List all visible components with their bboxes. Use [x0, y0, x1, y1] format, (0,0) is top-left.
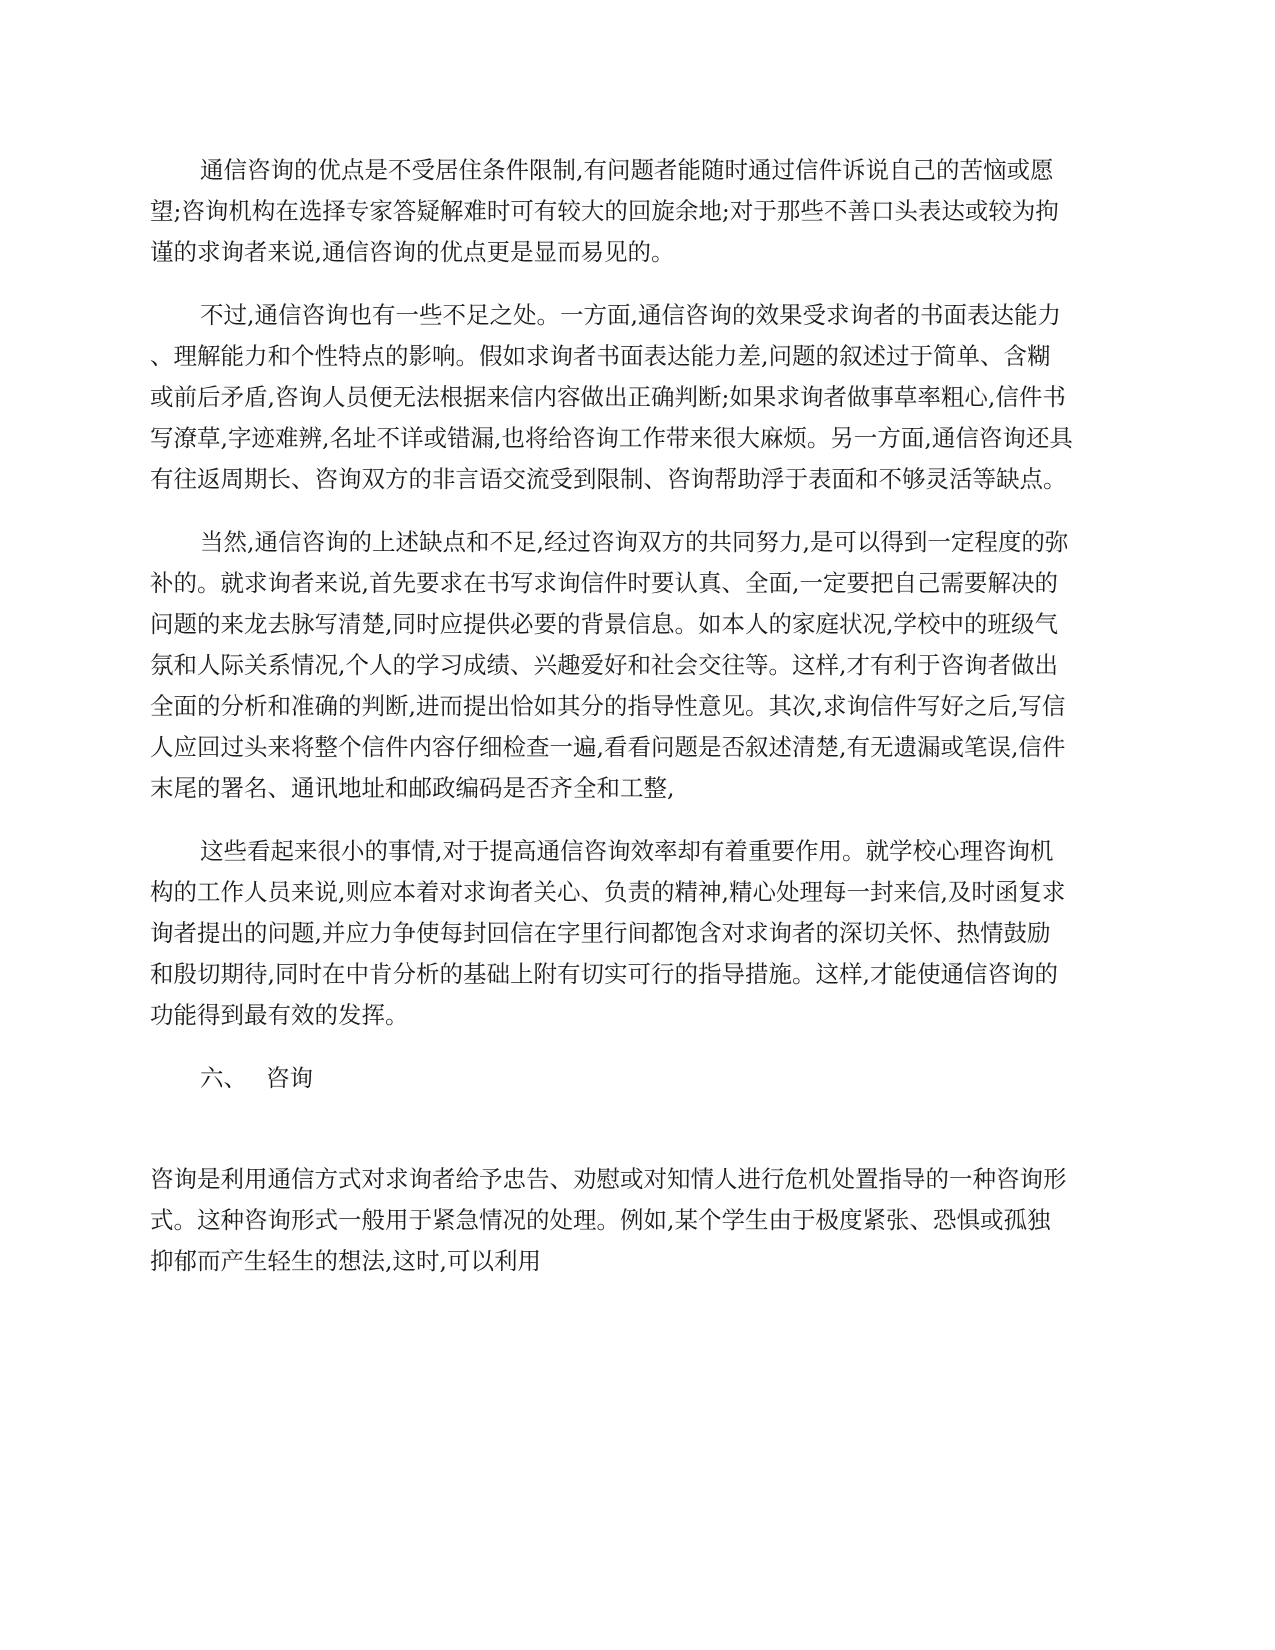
section-number: 六、	[200, 1064, 247, 1092]
paragraph-advantages	[150, 150, 1130, 273]
text-line: 问题的来龙去脉写清楚,同时应提供必要的背景信息。如本人的家庭状况,学校中的班级气	[150, 610, 1058, 638]
text-line: 写潦草,字迹难辨,名址不详或错漏,也将给咨询工作带来很大麻烦。另一方面,通信咨询还具	[150, 424, 1073, 452]
text-line: 、理解能力和个性特点的影响。假如求询者书面表达能力差,问题的叙述过于简单、含糊	[150, 342, 1051, 370]
paragraph-disadvantages	[150, 295, 1130, 500]
text-line: 构的工作人员来说,则应本着对求询者关心、负责的精神,精心处理每一封来信,及时函复求	[150, 878, 1066, 906]
text-line: 有往返周期长、咨询双方的非言语交流受到限制、咨询帮助浮于表面和不够灵活等缺点。	[150, 465, 1067, 493]
text-line: 抑郁而产生轻生的想法,这时,可以利用	[150, 1247, 541, 1275]
paragraph-remedies	[150, 522, 1130, 809]
text-line: 和殷切期待,同时在中肯分析的基础上附有切实可行的指导措施。这样,才能使通信咨询的	[150, 960, 1058, 988]
text-line: 谨的求询者来说,通信咨询的优点更是显而易见的。	[150, 238, 675, 266]
section-heading	[150, 1058, 1130, 1099]
document-page	[150, 150, 1130, 1304]
paragraph-consultation-definition	[150, 1159, 1130, 1282]
text-line: 望;咨询机构在选择专家答疑解难时可有较大的回旋余地;对于那些不善口头表达或较为拘	[150, 197, 1059, 225]
text-line: 氛和人际关系情况,个人的学习成绩、兴趣爱好和社会交往等。这样,才有利于咨询者做出	[150, 651, 1058, 679]
text-line: 式。这种咨询形式一般用于紧急情况的处理。例如,某个学生由于极度紧张、恐惧或孤独	[150, 1206, 1051, 1234]
text-line: 末尾的署名、通讯地址和邮政编码是否齐全和工整,	[150, 774, 675, 802]
text-line: 补的。就求询者来说,首先要求在书写求询信件时要认真、全面,一定要把自己需要解决的	[150, 569, 1058, 597]
text-line: 咨询是利用通信方式对求询者给予忠告、劝慰或对知情人进行危机处置指导的一种咨询形	[150, 1165, 1067, 1193]
section-title: 咨询	[266, 1064, 313, 1092]
text-line: 全面的分析和准确的判断,进而提出恰如其分的指导性意见。其次,求询信件写好之后,写信	[150, 692, 1066, 720]
text-line: 人应回过头来将整个信件内容仔细检查一遍,看看问题是否叙述清楚,有无遗漏或笔误,信件	[150, 733, 1066, 761]
paragraph-staff-duties	[150, 831, 1130, 1036]
text-line: 当然,通信咨询的上述缺点和不足,经过咨询双方的共同努力,是可以得到一定程度的弥	[200, 528, 1069, 556]
text-line: 这些看起来很小的事情,对于提高通信咨询效率却有着重要作用。就学校心理咨询机	[200, 837, 1054, 865]
text-line: 功能得到最有效的发挥。	[150, 1001, 409, 1029]
text-line: 或前后矛盾,咨询人员便无法根据来信内容做出正确判断;如果求询者做事草率粗心,信件书	[150, 383, 1066, 411]
text-line: 不过,通信咨询也有一些不足之处。一方面,通信咨询的效果受求询者的书面表达能力	[200, 301, 1061, 329]
text-line: 询者提出的问题,并应力争使每封回信在字里行间都饱含对求询者的深切关怀、热情鼓励	[150, 919, 1051, 947]
text-line: 通信咨询的优点是不受居住条件限制,有问题者能随时通过信件诉说自己的苦恼或愿	[200, 156, 1054, 184]
